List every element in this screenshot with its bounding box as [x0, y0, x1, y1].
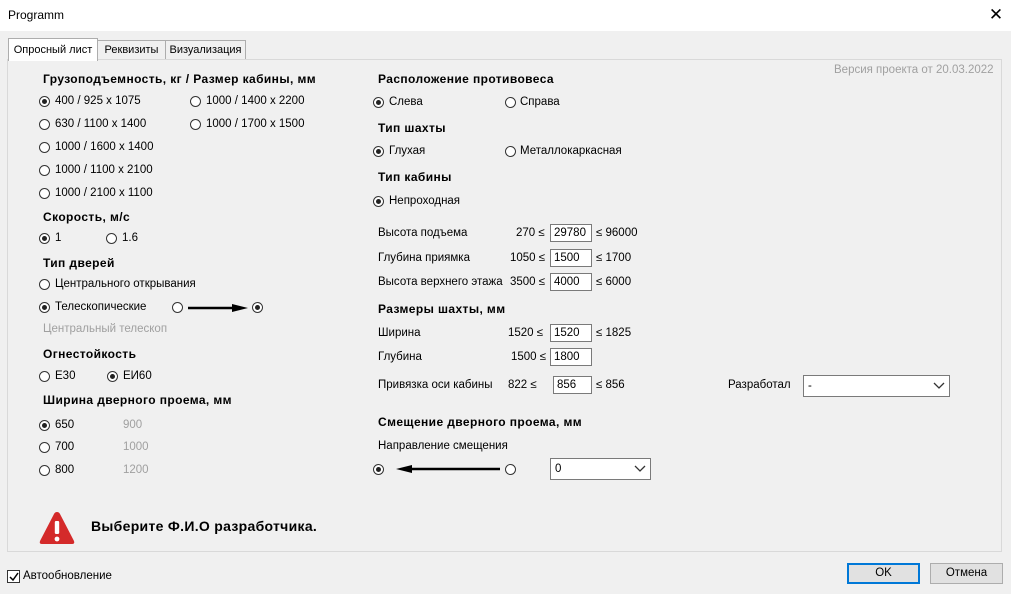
param-min: 3500 ≤: [510, 276, 546, 288]
counterweight-radio-0[interactable]: [373, 97, 384, 108]
offset-select[interactable]: [550, 458, 651, 480]
ok-button[interactable]: OK: [847, 563, 920, 584]
shaft-depth-input[interactable]: 1800: [550, 348, 592, 366]
capacity-radio-3[interactable]: [39, 165, 50, 176]
shaft-size-max: ≤ 856: [596, 379, 625, 391]
door-type-radio-0[interactable]: [39, 279, 50, 290]
checkmark-icon: [9, 572, 19, 582]
param-min: 270 ≤: [516, 227, 545, 239]
param-max: ≤ 1700: [596, 252, 632, 264]
param-label: Глубина приямка: [378, 252, 470, 264]
shaft-size-header: Размеры шахты, мм: [378, 302, 506, 316]
door-width-disabled-label: 1200: [123, 464, 149, 476]
door-open-right-radio[interactable]: [252, 302, 263, 313]
capacity-radio-5[interactable]: [190, 96, 201, 107]
chevron-down-icon: [634, 465, 646, 473]
fire-radio-0[interactable]: [39, 371, 50, 382]
capacity-option-label: 1000 / 2100 x 1100: [55, 187, 153, 199]
tab-requisites[interactable]: Реквизиты: [96, 40, 167, 60]
warning-icon: [38, 510, 76, 546]
developer-select[interactable]: [803, 375, 950, 397]
capacity-option-label: 1000 / 1700 x 1500: [206, 118, 305, 130]
shaft-size-label: Ширина: [378, 327, 421, 339]
arrow-right-icon: [186, 302, 250, 314]
door-width-header: Ширина дверного проема, мм: [43, 393, 232, 407]
shaft-size-label: Глубина: [378, 351, 422, 363]
shaft-size-max: ≤ 1825: [596, 327, 632, 339]
shaft-type-radio-0[interactable]: [373, 146, 384, 157]
door-width-radio-0[interactable]: [39, 420, 50, 431]
shaft-type-radio-1[interactable]: [505, 146, 516, 157]
door-width-option-label: 700: [55, 441, 75, 453]
door-width-radio-1[interactable]: [39, 442, 50, 453]
fire-radio-1[interactable]: [107, 371, 118, 382]
cabin-type-header: Тип кабины: [378, 170, 452, 184]
speed-header: Скорость, м/с: [43, 210, 131, 224]
fire-option-label: E30: [55, 370, 76, 382]
speed-option-label: 1.6: [122, 232, 138, 244]
param-max: ≤ 96000: [596, 227, 638, 239]
capacity-radio-2[interactable]: [39, 142, 50, 153]
chevron-down-icon: [933, 382, 945, 390]
pit-depth-input[interactable]: 1500: [550, 249, 592, 267]
speed-radio-1[interactable]: [106, 233, 117, 244]
param-label: Высота подъема: [378, 227, 468, 239]
shaft-type-option-label: Глухая: [389, 145, 426, 157]
capacity-radio-4[interactable]: [39, 188, 50, 199]
offset-header: Смещение дверного проема, мм: [378, 415, 583, 429]
shaft-size-min: 822 ≤: [508, 379, 537, 391]
fire-header: Огнестойкость: [43, 347, 137, 361]
shaft-size-min: 1500 ≤: [511, 351, 547, 363]
door-width-disabled-label: 1000: [123, 441, 149, 453]
door-width-option-label: 800: [55, 464, 75, 476]
capacity-radio-0[interactable]: [39, 96, 50, 107]
cabin-axis-input[interactable]: 856: [553, 376, 592, 394]
speed-option-label: 1: [55, 232, 62, 244]
capacity-option-label: 630 / 1100 x 1400: [55, 118, 147, 130]
tab-questionnaire[interactable]: Опросный лист: [8, 38, 98, 61]
capacity-radio-1[interactable]: [39, 119, 50, 130]
offset-right-radio[interactable]: [505, 464, 516, 475]
shaft-type-option-label: Металлокаркасная: [520, 145, 622, 157]
close-icon[interactable]: ✕: [988, 5, 1004, 24]
capacity-option-label: 400 / 925 x 1075: [55, 95, 141, 107]
door-type-option-label: Телескопические: [55, 301, 147, 313]
version-label: Версия проекта от 20.03.2022: [834, 64, 994, 76]
cabin-type-radio-0[interactable]: [373, 196, 384, 207]
shaft-type-header: Тип шахты: [378, 121, 446, 135]
capacity-radio-6[interactable]: [190, 119, 201, 130]
cabin-type-option-label: Непроходная: [389, 195, 461, 207]
counterweight-header: Расположение противовеса: [378, 72, 555, 86]
counterweight-option-label: Справа: [520, 96, 560, 108]
door-type-header: Тип дверей: [43, 256, 115, 270]
speed-radio-0[interactable]: [39, 233, 50, 244]
developer-label: Разработал: [728, 379, 791, 391]
counterweight-option-label: Слева: [389, 96, 423, 108]
param-label: Высота верхнего этажа: [378, 276, 503, 288]
autoupdate-label: Автообновление: [23, 570, 112, 582]
tab-visualization[interactable]: Визуализация: [165, 40, 246, 60]
window-title: Programm: [8, 8, 65, 22]
autoupdate-checkbox[interactable]: [7, 570, 20, 583]
door-type-option-label: Центрального открывания: [55, 278, 196, 290]
door-type-radio-1[interactable]: [39, 302, 50, 313]
offset-left-radio[interactable]: [373, 464, 384, 475]
shaft-width-input[interactable]: 1520: [550, 324, 592, 342]
param-min: 1050 ≤: [510, 252, 546, 264]
capacity-option-label: 1000 / 1600 x 1400: [55, 141, 154, 153]
capacity-option-label: 1000 / 1400 x 2200: [206, 95, 305, 107]
door-open-left-radio[interactable]: [172, 302, 183, 313]
door-width-disabled-label: 900: [123, 419, 143, 431]
arrow-left-icon: [394, 463, 502, 475]
title-bar: [0, 0, 1011, 31]
capacity-header: Грузоподъемность, кг / Размер кабины, мм: [43, 72, 317, 86]
warning-message: Выберите Ф.И.О разработчика.: [91, 518, 318, 534]
shaft-size-min: 1520 ≤: [508, 327, 544, 339]
counterweight-radio-1[interactable]: [505, 97, 516, 108]
developer-select-value: -: [808, 380, 812, 392]
door-width-radio-2[interactable]: [39, 465, 50, 476]
door-subtype-label: Центральный телескоп: [43, 323, 168, 335]
offset-direction-label: Направление смещения: [378, 440, 508, 452]
door-width-option-label: 650: [55, 419, 75, 431]
top-floor-height-input[interactable]: 4000: [550, 273, 592, 291]
param-max: ≤ 6000: [596, 276, 632, 288]
fire-option-label: EИ60: [123, 370, 152, 382]
lift-height-input[interactable]: 29780: [550, 224, 592, 242]
cancel-button[interactable]: Отмена: [930, 563, 1003, 584]
shaft-size-label: Привязка оси кабины: [378, 379, 493, 391]
offset-select-value: 0: [555, 463, 562, 475]
capacity-option-label: 1000 / 1100 x 2100: [55, 164, 153, 176]
